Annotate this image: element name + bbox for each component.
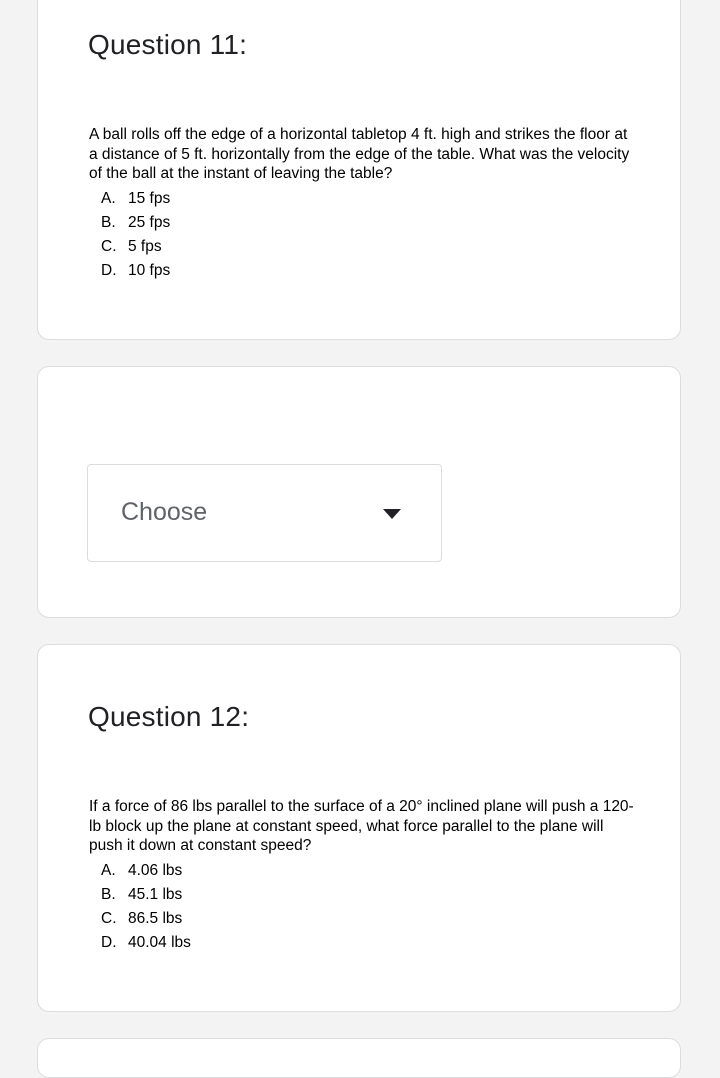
question-11-body xyxy=(89,125,634,283)
dropdown-selected-value: Choose xyxy=(121,498,208,526)
option-letter: C. xyxy=(101,237,117,255)
option-letter: D. xyxy=(101,933,117,951)
option-text: 5 fps xyxy=(128,237,162,255)
option-letter: C. xyxy=(101,909,117,927)
question-11-card xyxy=(37,0,681,340)
option-text: 40.04 lbs xyxy=(128,933,191,951)
question-12-option-a xyxy=(101,859,634,883)
answer-card xyxy=(37,366,681,618)
question-12-option-b xyxy=(101,883,634,907)
question-12-option-c xyxy=(101,907,634,931)
answer-dropdown[interactable] xyxy=(87,464,442,562)
option-text: 4.06 lbs xyxy=(128,861,183,879)
question-11-text: A ball rolls off the edge of a horizontal tabletop 4 ft. high and strikes the floor at a distance of 5 ft. horizontally from the edge of the table. What was the velocity of the ball at the instant of leaving the table? xyxy=(89,126,630,182)
question-11-option-a xyxy=(101,187,634,211)
question-11-option-c xyxy=(101,235,634,259)
question-11-option-b xyxy=(101,211,634,235)
option-text: 45.1 lbs xyxy=(128,885,183,903)
caret-down-icon xyxy=(383,509,401,519)
option-letter: A. xyxy=(101,189,116,207)
question-12-options xyxy=(89,859,634,955)
option-text: 25 fps xyxy=(128,213,171,231)
question-12-card xyxy=(37,644,681,1012)
question-12-body xyxy=(89,797,634,955)
question-12-option-d xyxy=(101,931,634,955)
next-question-card xyxy=(37,1038,681,1078)
question-12-title: Question 12: xyxy=(88,701,250,732)
option-text: 10 fps xyxy=(128,261,171,279)
question-12-text: If a force of 86 lbs parallel to the surface of a 20° inclined plane will push a 120-lb block up the plane at constant speed, what force parallel to the plane will push it down at constant speed? xyxy=(89,798,634,854)
question-11-options xyxy=(89,187,634,283)
option-text: 15 fps xyxy=(128,189,171,207)
option-text: 86.5 lbs xyxy=(128,909,183,927)
option-letter: B. xyxy=(101,885,116,903)
question-11-title: Question 11: xyxy=(88,29,248,60)
option-letter: D. xyxy=(101,261,117,279)
option-letter: A. xyxy=(101,861,116,879)
option-letter: B. xyxy=(101,213,116,231)
question-11-option-d xyxy=(101,259,634,283)
